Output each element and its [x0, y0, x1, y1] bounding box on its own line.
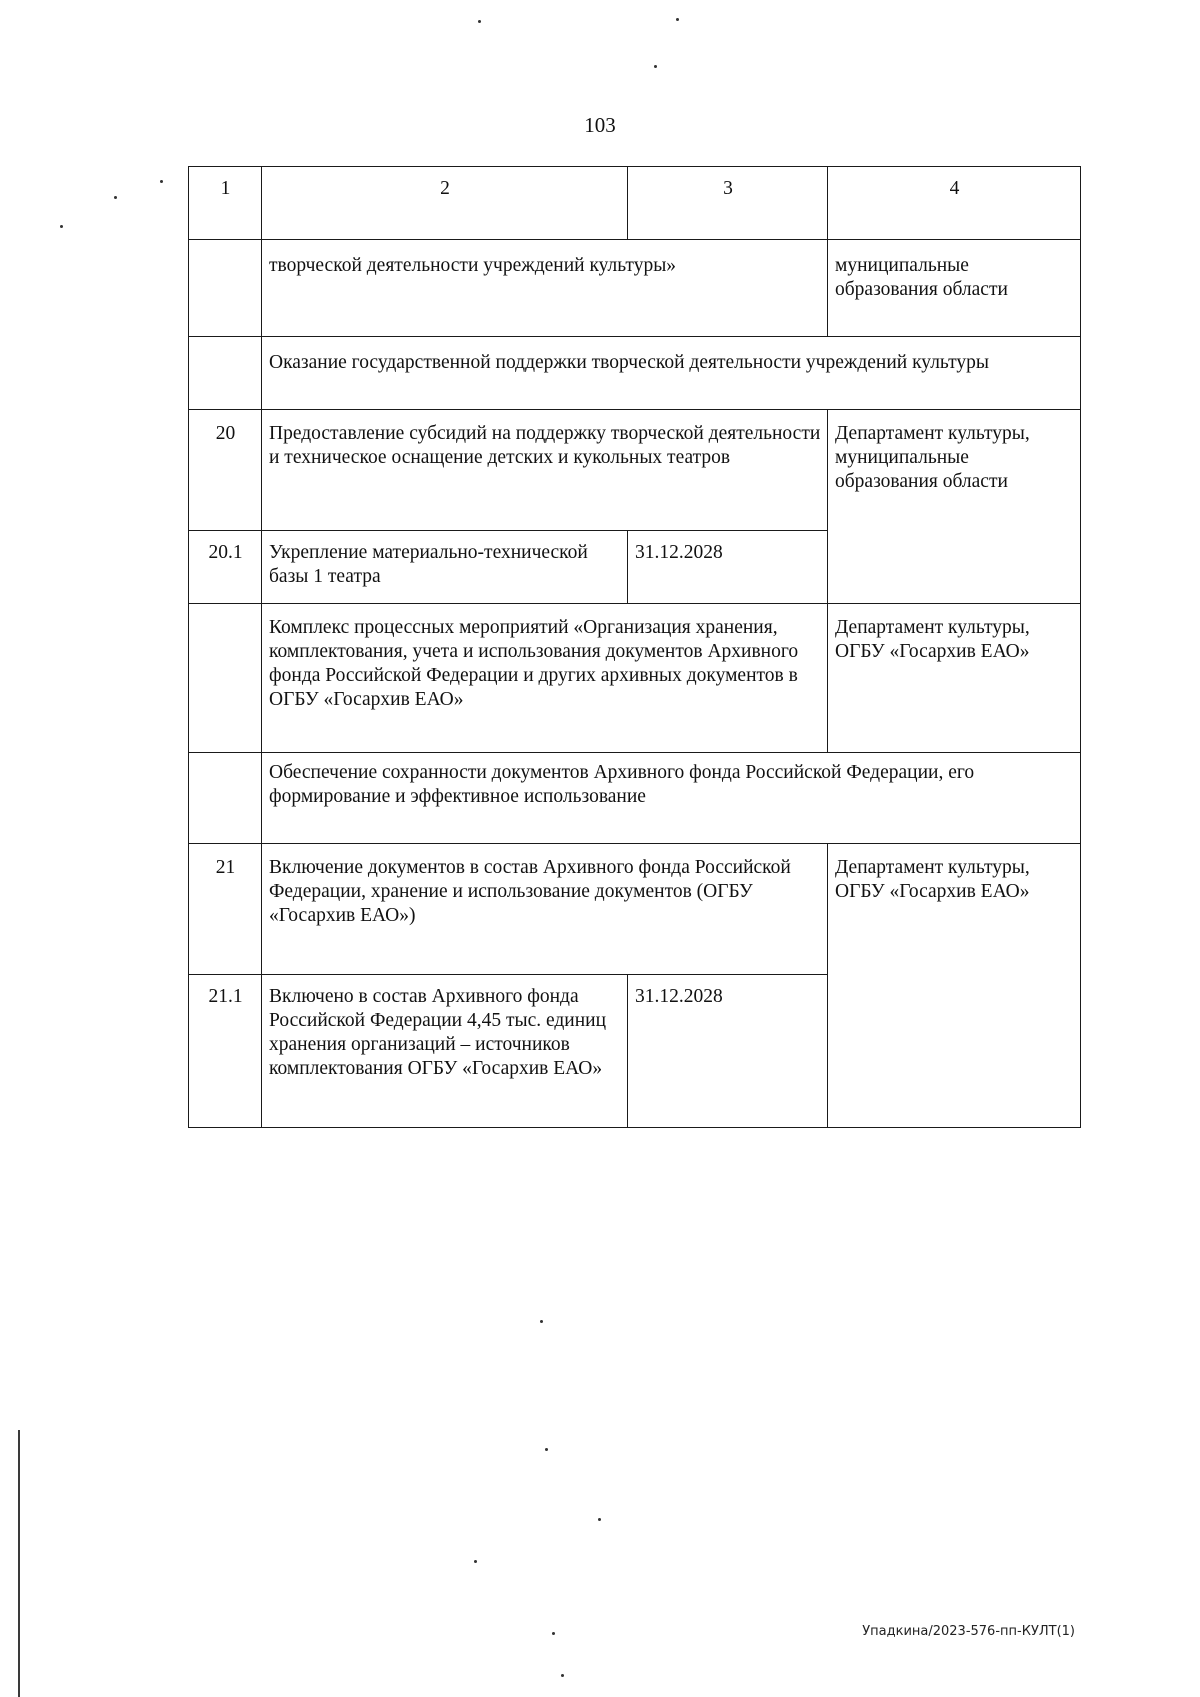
- table-row: [189, 753, 1081, 844]
- row-number-cell: 20.1: [189, 531, 262, 604]
- row-number-cell: 21.1: [189, 975, 262, 1128]
- scan-edge-line: [18, 1430, 20, 1697]
- row-responsible-cell: Департамент культуры, ОГБУ «Госархив ЕАО»: [828, 844, 1081, 1128]
- measures-table: [188, 166, 1081, 1128]
- scan-speck: [676, 18, 679, 21]
- row-title-cell: Включение документов в состав Архивного фонда Российской Федерации, хранение и использование документов (ОГБУ «Госархив ЕАО»): [262, 844, 828, 975]
- scan-speck: [474, 1560, 477, 1563]
- header-cell-3: 3: [628, 167, 828, 240]
- row-responsible-cell: Департамент культуры, муниципальные образования области: [828, 410, 1081, 604]
- scan-speck: [114, 196, 117, 199]
- document-footer: Упадкина/2023-576-пп-КУЛТ(1): [862, 1624, 1075, 1639]
- row-date-cell: 31.12.2028: [628, 975, 828, 1128]
- scan-speck: [160, 180, 163, 183]
- row-number-cell: [189, 337, 262, 410]
- page-number: 103: [584, 113, 616, 137]
- scan-speck: [540, 1320, 543, 1323]
- header-cell-2: 2: [262, 167, 628, 240]
- header-cell-4: 4: [828, 167, 1081, 240]
- scan-speck: [598, 1518, 601, 1521]
- row-title-cell: Укрепление материально-технической базы 1 театра: [262, 531, 628, 604]
- table-header-row: [189, 167, 1081, 240]
- row-number-cell: [189, 240, 262, 337]
- row-title-cell: творческой деятельности учреждений культуры»: [262, 240, 828, 337]
- row-number-cell: [189, 604, 262, 753]
- row-responsible-cell: муниципальные образования области: [828, 240, 1081, 337]
- row-title-cell: Предоставление субсидий на поддержку творческой деятельности и техническое оснащение детских и кукольных театров: [262, 410, 828, 531]
- scan-speck: [60, 225, 63, 228]
- table-row: [189, 337, 1081, 410]
- table-row: [189, 844, 1081, 975]
- section-heading-cell: Обеспечение сохранности документов Архивного фонда Российской Федерации, его формирование и эффективное использование: [262, 753, 1081, 844]
- section-heading-cell: Оказание государственной поддержки творческой деятельности учреждений культуры: [262, 337, 1081, 410]
- scan-speck: [552, 1632, 555, 1635]
- row-title-cell: Включено в состав Архивного фонда Российской Федерации 4,45 тыс. единиц хранения организаций – источников комплектования ОГБУ «Госархив ЕАО»: [262, 975, 628, 1128]
- table-row: [189, 604, 1081, 753]
- row-number-cell: [189, 753, 262, 844]
- row-title-cell: Комплекс процессных мероприятий «Организация хранения, комплектования, учета и использования документов Архивного фонда Российской Федерации и других архивных документов в ОГБУ «Госархив ЕАО»: [262, 604, 828, 753]
- header-cell-1: 1: [189, 167, 262, 240]
- row-number-cell: 20: [189, 410, 262, 531]
- row-date-cell: 31.12.2028: [628, 531, 828, 604]
- scan-speck: [478, 20, 481, 23]
- table-row: [189, 410, 1081, 531]
- scan-speck: [561, 1674, 564, 1677]
- table-row: [189, 240, 1081, 337]
- scan-speck: [654, 65, 657, 68]
- row-number-cell: 21: [189, 844, 262, 975]
- row-responsible-cell: Департамент культуры, ОГБУ «Госархив ЕАО»: [828, 604, 1081, 753]
- scan-speck: [545, 1448, 548, 1451]
